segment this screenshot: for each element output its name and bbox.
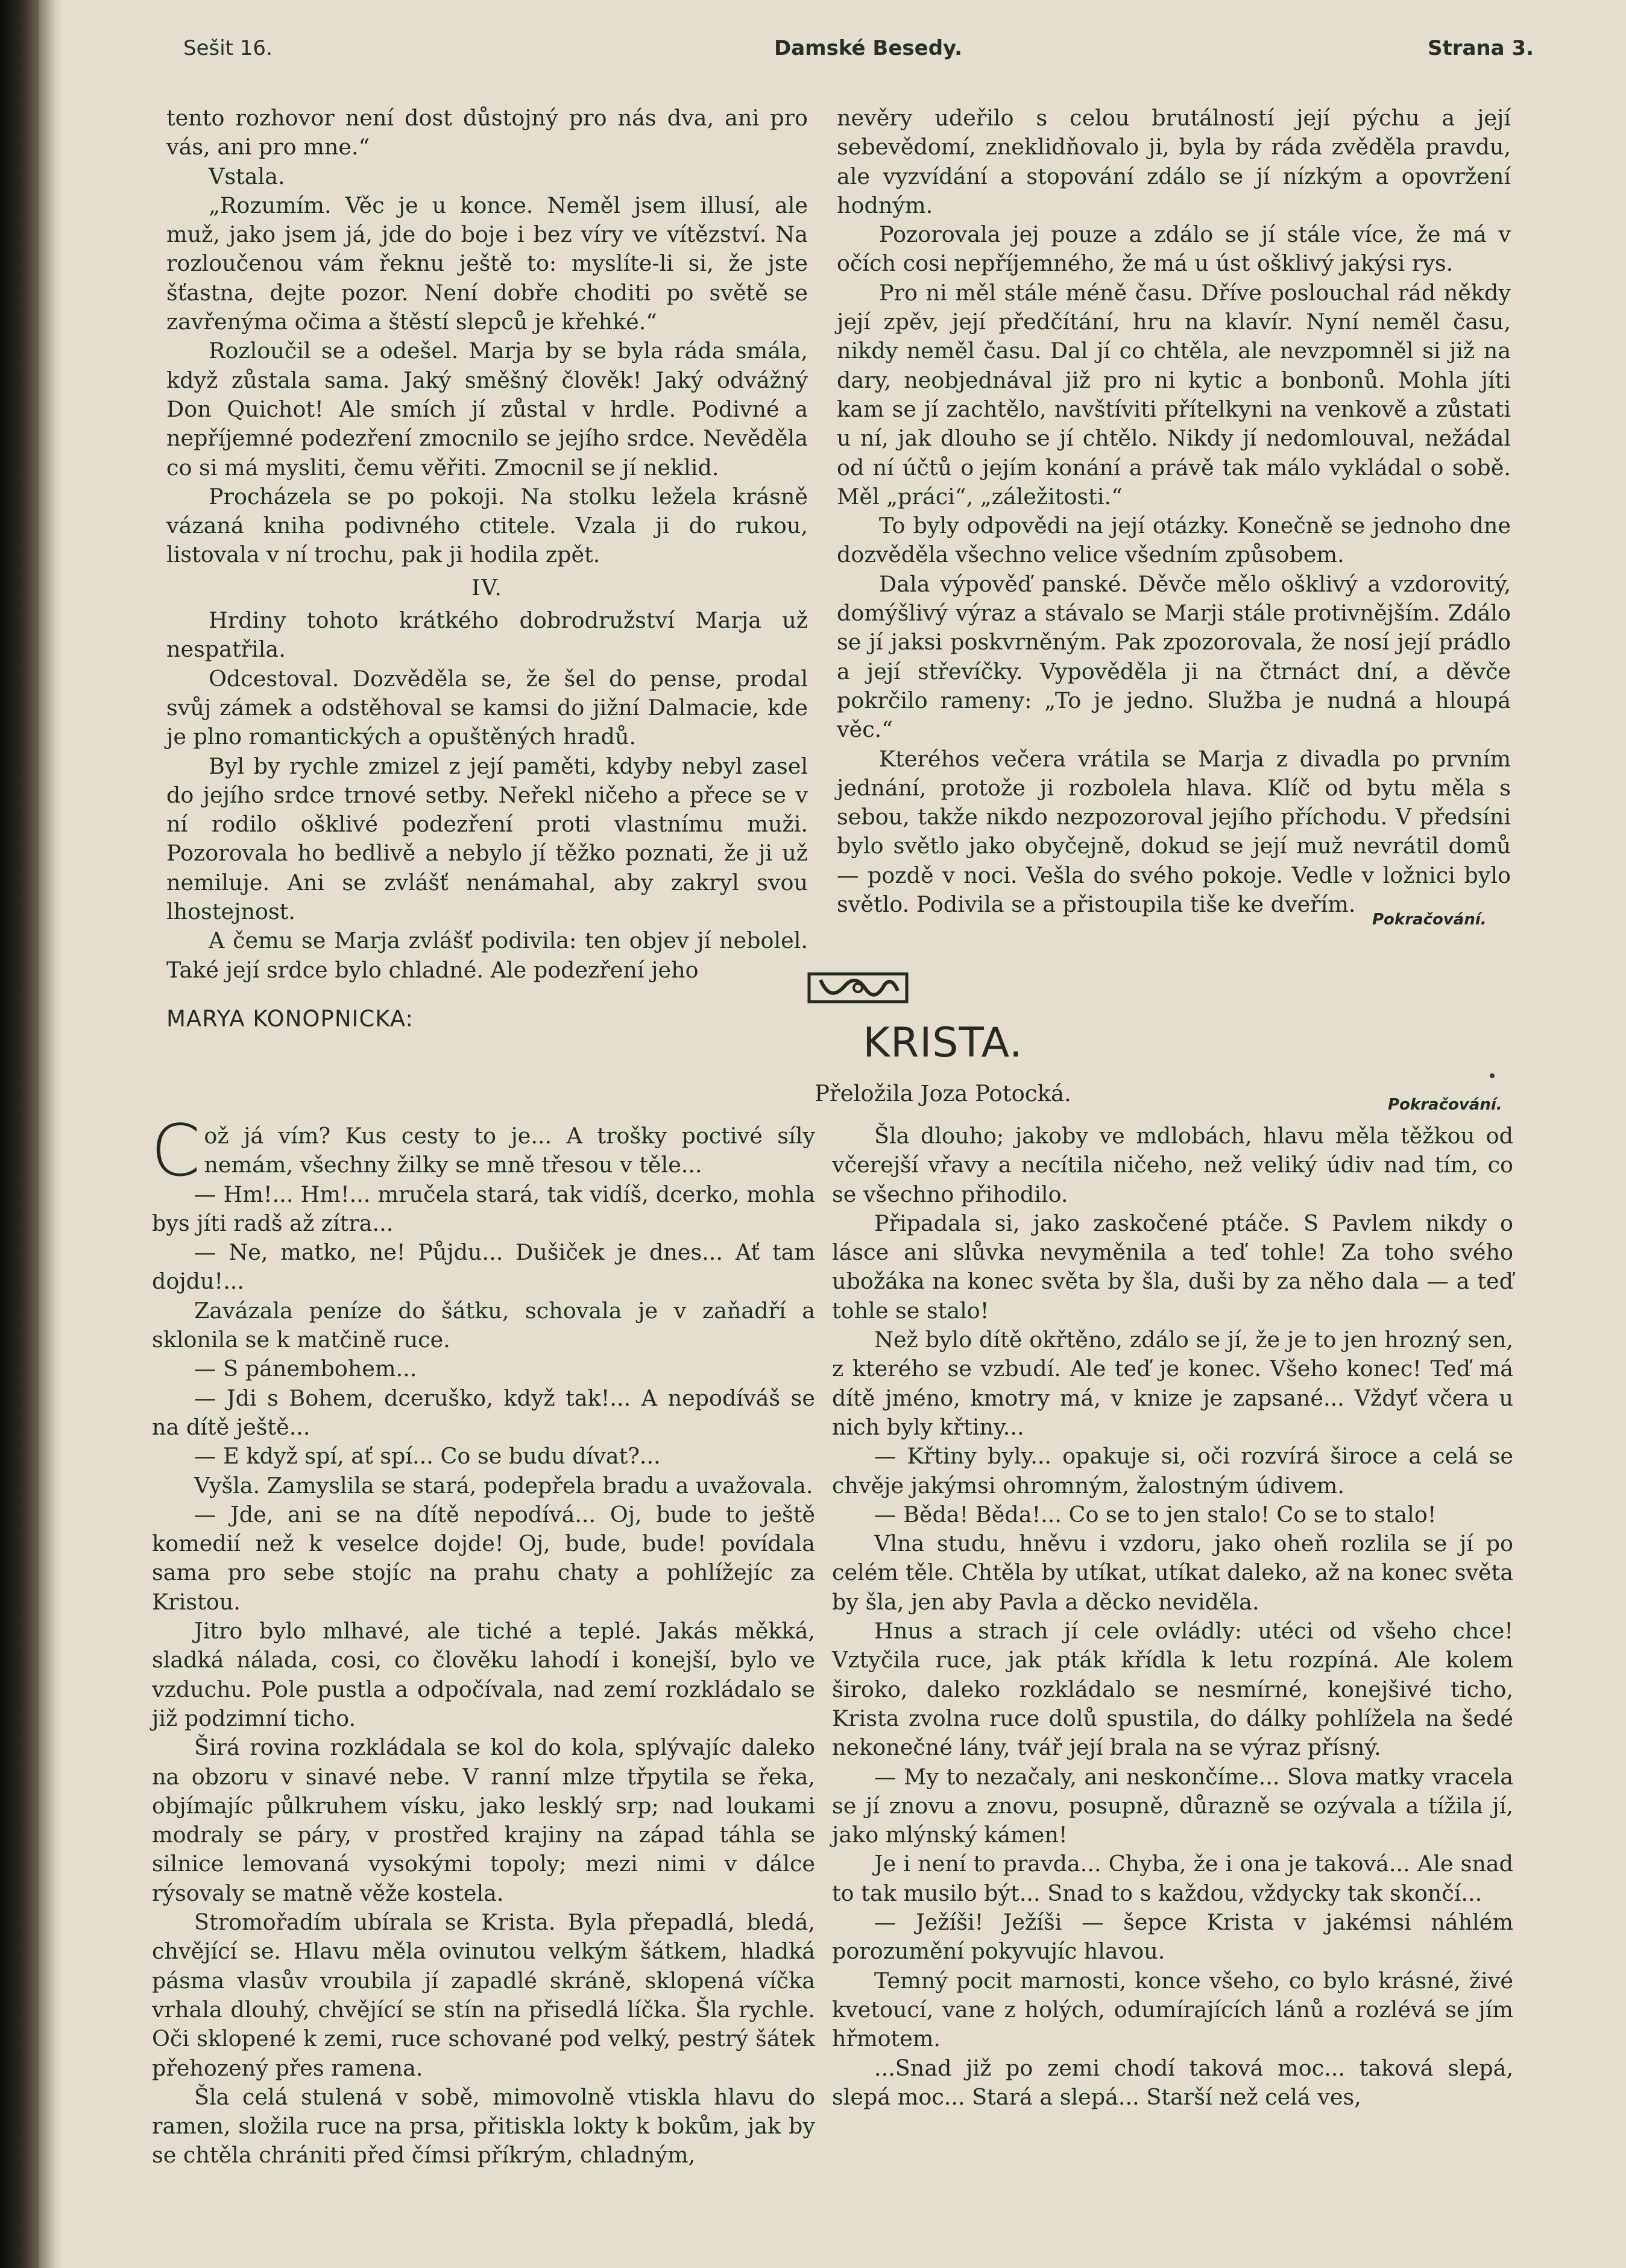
story-title: KRISTA.	[863, 1019, 1023, 1067]
paragraph: — My to nezačaly, ani neskončíme... Slova matky vracela se jí znovu a znovu, posupně, důrazně se ozývala a tížila jí, jako mlýnský kámen!	[832, 1763, 1513, 1848]
story2-column-right	[832, 1122, 1513, 2112]
magazine-title: Damské Besedy.	[774, 36, 962, 60]
paragraph: Širá rovina rozkládala se kol do kola, splývajíc daleko na obzoru v sinavé nebe. V ranní mlze třpytila se řeka, objímajíc půlkruhem vísku, jako lesklý srp; nad loukami modraly se páry, v prostřed krajiny na západ táhla se silnice lemovaná vysokými topoly; mezi nimi v dálce rýsovaly se matně věže kostela.	[152, 1734, 815, 1906]
paragraph: Stromořadím ubírala se Krista. Byla přepadlá, bledá, chvějící se. Hlavu měla ovinutou velkým šátkem, hladká pásma vlasův vroubila jí zapadlé skráně, sklopená víčka vrhala dlouhý, chvějící se stín na přisedlá líčka. Šla rychle. Oči sklopené k zemi, ruce schované pod velký, pestrý šátek přehozený přes ramena.	[152, 1909, 815, 2081]
magazine-page	[39, 0, 1626, 2268]
paragraph: — Křtiny byly... opakuje si, oči rozvírá široce a celá se chvěje jakýmsi ohromným, žalostným údivem.	[832, 1443, 1513, 1499]
paragraph: Odcestoval. Dozvěděla se, že šel do pense, prodal svůj zámek a odstěhoval se kamsi do jižní Dalmacie, kde je plno romantických a opuštěných hradů.	[166, 665, 808, 750]
paragraph: nevěry udeřilo s celou brutálností její pýchu a její sebevědomí, zneklidňovalo ji, byla by ráda zvěděla pravdu, ale vyzvídání a stopování zdálo se jí nízkým a opovržení hodným.	[837, 105, 1511, 218]
paragraph: Hrdiny tohoto krátkého dobrodružství Marja už nespatřila.	[166, 607, 808, 663]
story1-column-left	[166, 104, 808, 985]
story1-column-right	[837, 104, 1511, 919]
paragraph: Zavázala peníze do šátku, schovala je v zaňadří a sklonila se k matčině ruce.	[152, 1297, 815, 1353]
issue-number: Sešit 16.	[183, 36, 273, 60]
paragraph: Temný pocit marnosti, konce všeho, co bylo krásné, živé kvetoucí, vane z holých, odumírajících lánů a rozlévá se jím hřmotem.	[832, 1967, 1513, 2052]
paragraph: — Ne, matko, ne! Půjdu... Dušiček je dnes... Ať tam dojdu!...	[152, 1239, 815, 1295]
paragraph: Je i není to pravda... Chyba, že i ona je taková... Ale snad to tak musilo být... Snad to s každou, vždycky tak skončí...	[832, 1851, 1513, 1906]
paragraph: — Jdi s Bohem, dceruško, když tak!... A nepodíváš se na dítě ještě...	[152, 1385, 815, 1440]
paragraph: — Hm!... Hm!... mručela stará, tak vidíš, dcerko, mohla bys jíti radš až zítra...	[152, 1181, 815, 1236]
running-head	[183, 36, 1534, 72]
paragraph: Jitro bylo mlhavé, ale tiché a teplé. Jakás měkká, sladká nálada, cosi, co člověku lahodí i konejší, bylo ve vzduchu. Pole pustla a odpočívala, nad zemí rozkládalo se již podzimní ticho.	[152, 1618, 815, 1731]
drop-cap: C	[151, 1109, 201, 1192]
paragraph: Vyšla. Zamyslila se stará, podepřela bradu a uvažovala.	[194, 1472, 813, 1499]
paragraph: To byly odpovědi na její otázky. Konečně se jednoho dne dozvěděla všechno velice všedním způsobem.	[837, 513, 1511, 568]
binding-shadow	[39, 0, 63, 2268]
paragraph: Šla celá stulená v sobě, mimovolně vtiskla hlavu do ramen, složila ruce na prsa, přitiskla lokty k bokům, jak by se chtěla chrániti před čímsi příkrým, chladným,	[152, 2083, 815, 2168]
story2-column-left	[151, 1109, 815, 2170]
paragraph: Připadala si, jako zaskočené ptáče. S Pavlem nikdy o lásce ani slůvka nevyměnila a teď tohle! Za toho svého ubožáka na konec světa by šla, duši by za něho dala — a teď tohle se stalo!	[832, 1210, 1513, 1324]
opening-paragraph	[151, 1109, 815, 1192]
paragraph: Než bylo dítě okřtěno, zdálo se jí, že je to jen hrozný sen, z kterého se vzbudí. Ale teď je konec. Všeho konec! Teď má dítě jméno, kmotry má, v knize je zapsané... Vždyť včera u nich byly křtiny...	[832, 1327, 1513, 1440]
paragraph: Dala výpověď panské. Děvče mělo ošklivý a vzdorovitý, domýšlivý výraz a stávalo se Marji stále protivnějším. Zdálo se jí jaksi poskvrněným. Pak zpozorovala, že nosí její prádlo a její střevíčky. Vypověděla ji na čtrnáct dní, a děvče pokrčilo rameny: „To je jedno. Služba je nudná a hloupá věc.“	[837, 570, 1511, 743]
page-number: Strana 3.	[1427, 36, 1534, 60]
paragraph: Byl by rychle zmizel z její paměti, kdyby nebyl zasel do jejího srdce trnové setby. Neřekl ničeho a přece se v ní rodilo ošklivé podezření proti vlastnímu muži. Pozorovala ho bedlivě a nebylo jí těžko poznati, že ji už nemiluje. Ani se zvlášť nenámahal, aby zakryl svou lhostejnost.	[166, 753, 808, 925]
paragraph: Rozloučil se a odešel. Marja by se byla ráda smála, když zůstala sama. Jaký směšný člověk! Jaký odvážný Don Quichot! Ale smích jí zůstal v hrdle. Podivné a nepříjemné podezření zmocnilo se jejího srdce. Nevěděla co si má mysliti, čemu věřiti. Zmocnil se jí neklid.	[166, 338, 808, 481]
section-numeral: IV.	[471, 574, 503, 601]
paragraph: Pro ni měl stále méně času. Dříve poslouchal rád někdy její zpěv, její předčítání, hru na klavír. Nyní neměl času, nikdy neměl času. Dal jí co chtěla, ale nevzpomněl si již na dary, neobjednával již pro ni kytic a bonbonů. Mohla jíti kam se jí zachtělo, navštíviti přítelkyni na venkově a zůstati u ní, jak dlouho se jí chtělo. Nikdy jí nedomlouval, nežádal od ní účtů o jejím konání a právě tak málo vykládal o sobě. Měl „práci“, „záležitosti.“	[837, 279, 1511, 510]
opening-text: ož já vím? Kus cesty to je... A trošky poctivé síly nemám, všechny žilky se mně třesou v těle...	[204, 1123, 815, 1178]
paragraph: Procházela se po pokoji. Na stolku ležela krásně vázaná kniha podivného ctitele. Vzala ji do rukou, listovala v ní trochu, pak ji hodila zpět.	[166, 483, 808, 568]
paragraph: — Jde, ani se na dítě nepodívá... Oj, bude to ještě komedií než k veselce dojde! Oj, bude, bude! povídala sama pro sebe stojíc na prahu chaty a pohlížejíc za Kristou.	[152, 1501, 815, 1615]
paragraph: — E když spí, ať spí... Co se budu dívat?...	[194, 1443, 661, 1470]
scan-dark-edge	[0, 0, 39, 2268]
paragraph: ...Snad již po zemi chodí taková moc... taková slepá, slepá moc... Stará a slepá... Starší než celá ves,	[832, 2055, 1513, 2110]
print-speck	[1490, 1073, 1495, 1078]
author-name: MARYA KONOPNICKA:	[166, 1006, 414, 1032]
paragraph: Vstala.	[209, 163, 285, 189]
paragraph: Pozorovala jej pouze a zdálo se jí stále více, že má v očích cosi nepříjemného, že má u úst ošklivý jakýsi rys.	[837, 221, 1511, 277]
paragraph: Kteréhos večera vrátila se Marja z divadla po prvním jednání, protože ji rozbolela hlava. Klíč od bytu měla s sebou, takže nikdo nezpozoroval jejího příchodu. V předsíni bylo světlo jako obyčejně, dokud se její muž nevrátil domů — pozdě v noci. Vešla do svého pokoje. Vedle v ložnici bylo světlo. Podivila se a přistoupila tiše ke dveřím.	[837, 745, 1511, 918]
paragraph: Hnus a strach jí cele ovládly: utéci od všeho chce! Vztyčila ruce, jak pták křídla k letu rozpíná. Ale kolem široko, daleko rozkládalo se nesmírné, konejšivé ticho, Krista zvolna ruce dolů spustila, do dálky pohlížela na šedé nekonečné lány, tvář její brala na se výraz přísný.	[832, 1618, 1513, 1761]
story2-continued-label: Pokračování.	[1388, 1096, 1502, 1114]
paragraph: — Ježíši! Ježíši — šepce Krista v jakémsi náhlém porozumění pokyvujíc hlavou.	[832, 1909, 1513, 1965]
paragraph: tento rozhovor není dost důstojný pro nás dva, ani pro vás, ani pro mne.“	[166, 105, 808, 160]
separator-ornament	[807, 968, 909, 1008]
paragraph: A čemu se Marja zvlášť podivila: ten objev jí nebolel. Také její srdce bylo chladné. Ale podezření jeho	[166, 927, 808, 983]
paragraph: — Běda! Běda!... Co se to jen stalo! Co se to stalo!	[874, 1501, 1437, 1527]
paragraph: „Rozumím. Věc je u konce. Neměl jsem illusí, ale muž, jako jsem já, jde do boje i bez víry ve vítězství. Na rozloučenou vám řeknu ještě to: myslíte-li si, že jste šťastna, dejte pozor. Není dobře choditi po světě se zavřenýma očima a štěstí slepců je křehké.“	[166, 192, 808, 335]
paragraph: Vlna studu, hněvu i vzdoru, jako oheň rozlila se jí po celém těle. Chtěla by utíkat, utíkat daleko, až na konec světa by šla, jen aby Pavla a děcko neviděla.	[832, 1530, 1513, 1615]
paragraph: Šla dlouho; jakoby ve mdlobách, hlavu měla těžkou od včerejší vřavy a necítila ničeho, než veliký údiv nad tím, co se všechno přihodilo.	[832, 1123, 1513, 1207]
translator-credit: Přeložila Joza Potocká.	[815, 1081, 1071, 1107]
story1-continued-label: Pokračování.	[1372, 911, 1487, 929]
paragraph: — S pánembohem...	[194, 1356, 417, 1382]
